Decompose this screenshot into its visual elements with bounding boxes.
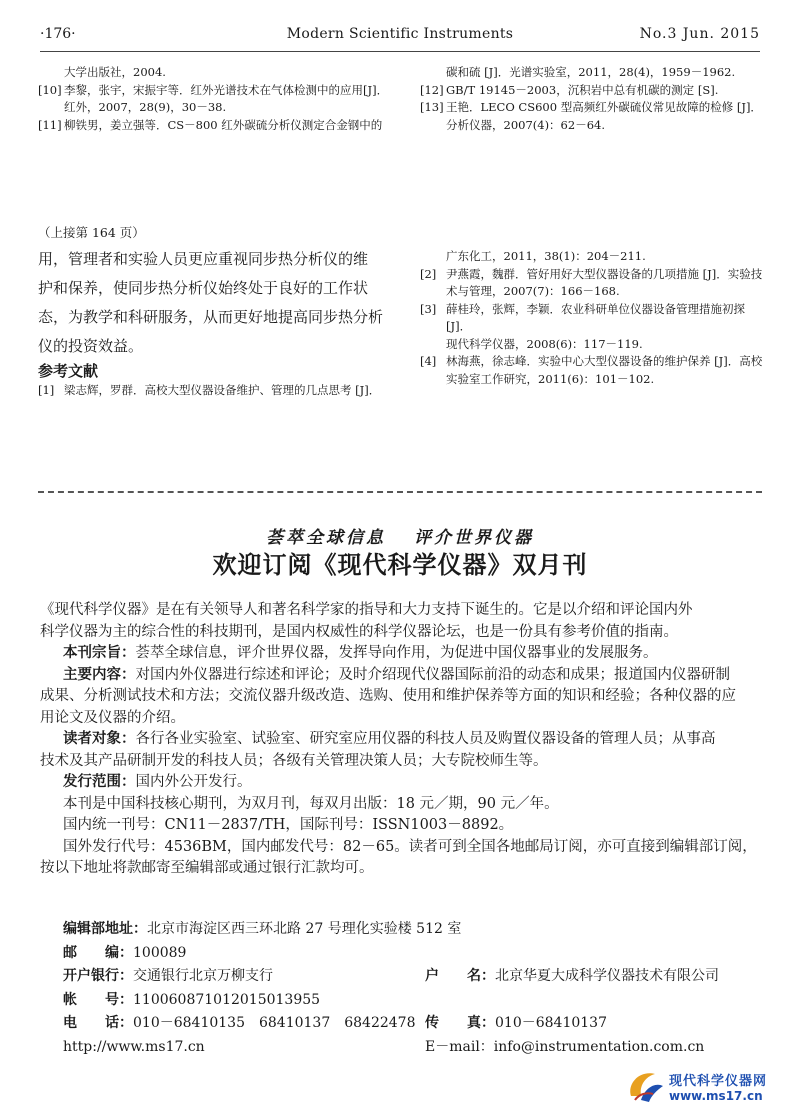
body-line: 护和保养，使同步热分析仪始终处于良好的工作状 [38, 279, 369, 297]
phone-value: 010－68410135 68410137 68422478 [133, 1015, 416, 1031]
fax-label: 传 真： [425, 1015, 495, 1031]
readers-text: 各行各业实验室、试验室、研究室应用仪器的科技人员及购置仪器设备的管理人员；从事高 [135, 731, 716, 747]
ref-entry: 大学出版社，2004. [64, 65, 166, 79]
ad-title: 欢迎订阅《现代科学仪器》双月刊 [212, 550, 588, 579]
contact-row [63, 942, 763, 966]
intro-line: 《现代科学仪器》是在有关领导人和著名科学家的指导和大力支持下诞生的。它是以介绍和评论国内外 [40, 602, 693, 618]
info-line: 国外发行代号：4536BM，国内邮发代号：82－65。读者可到全国各地邮局订阅，亦可直接到编辑部订阅， [63, 838, 757, 855]
body-line: 态，为教学和科研服务，从而更好地提高同步热分析 [38, 308, 384, 326]
scope-text: 国内外公开发行。 [135, 774, 252, 790]
bank-value: 交通银行北京万柳支行 [133, 968, 273, 984]
contact-block [63, 918, 763, 1059]
ref-entry: 术与管理，2007(7)：166－168. [446, 284, 620, 298]
account-label: 帐 号： [63, 991, 133, 1008]
ref-entry: [3] 薛桂玲，张辉，李颖．农业科研单位仪器设备管理措施初探 [J]． [420, 301, 745, 333]
dashed-separator [38, 491, 762, 493]
body-line: 用，管理者和实验人员更应重视同步热分析仪的维 [38, 250, 369, 268]
ref-entry: [11] 柳铁男，姜立强等．CS－800 红外碳硫分析仪测定合金钢中的 [38, 117, 383, 132]
content-line: 成果、分析测试技术和方法；交流仪器升级改造、选购、使用和维护保养等方面的知识和经验；各种仪器的应 [40, 688, 736, 704]
email-link[interactable]: E－mail：info@instrumentation.com.cn [425, 1038, 705, 1055]
info-line: 按以下地址将款邮寄至编辑部或通过银行汇款均可。 [40, 860, 374, 876]
contact-row [63, 1036, 763, 1060]
running-header [40, 26, 760, 48]
top-refs-left [38, 64, 398, 134]
ref-entry: 红外，2007，28(9)，30－38. [64, 100, 227, 114]
intro-line: 科学仪器为主的综合性的科技期刊，是国内权威性的科学仪器论坛，也是一份具有参考价值的指南。 [40, 623, 678, 640]
swirl-logo-icon [625, 1066, 665, 1106]
body-line: 仪的投资效益。 [38, 337, 144, 355]
ref-entry: 实验室工作研究，2011(6)：101－102. [446, 371, 655, 386]
aim-label: 本刊宗旨： [63, 645, 136, 661]
phone-label: 电 话： [63, 1015, 133, 1031]
watermark-logo [625, 1066, 785, 1110]
ad-body [40, 600, 763, 880]
ref-entry: 广东化工，2011，38(1)：204－211. [446, 249, 646, 263]
aim-text: 荟萃全球信息，评介世界仪器，发挥导向作用，为促进中国仪器事业的发展服务。 [135, 645, 658, 661]
slogan-left: 荟萃全球信息 [266, 528, 386, 548]
account-value: 110060871012015013955 [133, 991, 321, 1008]
content-label: 主要内容： [63, 666, 136, 683]
name-label: 户 名： [425, 968, 495, 984]
bank-label: 开户银行： [63, 968, 133, 984]
content-line: 用论文及仪器的介绍。 [40, 709, 185, 726]
continued-note: （上接第 164 页） [38, 225, 145, 240]
ref-entry: [13] 王艳．LECO CS600 型高频红外碳硫仪常见故障的检修 [J]． [420, 100, 762, 114]
name-value: 北京华夏大成科学仪器技术有限公司 [495, 968, 719, 984]
refs-left [38, 382, 398, 400]
address-label: 编辑部地址： [63, 921, 147, 937]
issue-info: No.3 Jun. 2015 [639, 26, 760, 42]
readers-line: 技术及其产品研制开发的科技人员；各级有关管理决策人员；大专院校师生等。 [40, 752, 548, 769]
fax-value: 010－68410137 [495, 1015, 607, 1031]
zip-value: 100089 [133, 944, 187, 961]
address-value: 北京市海淀区西三环北路 27 号理化实验楼 512 室 [147, 921, 462, 937]
contact-row [63, 989, 763, 1013]
contact-row [63, 965, 763, 989]
ref-entry: [10] 李黎，张宇，宋振宇等．红外光谱技术在气体检测中的应用[J]． [38, 82, 389, 97]
slogan-right: 评介世界仪器 [414, 528, 534, 548]
page-number: ·176· [40, 26, 76, 42]
scope-label: 发行范围： [63, 774, 136, 790]
content-text: 对国内外仪器进行综述和评论；及时介绍现代仪器国际前沿的动态和成果；报道国内仪器研制 [135, 666, 730, 683]
refs-right [420, 248, 765, 388]
contact-row [63, 1012, 763, 1036]
ref-entry: [1] 梁志辉，罗群．高校大型仪器设备维护、管理的几点思考 [J]． [38, 383, 381, 397]
info-line: 国内统一刊号：CN11－2837/TH，国际刊号：ISSN1003－8892。 [63, 817, 514, 833]
ref-entry: 现代科学仪器，2008(6)：117－119. [446, 336, 643, 351]
website-link[interactable]: http://www.ms17.cn [63, 1038, 205, 1055]
watermark-name: 现代科学仪器网 [669, 1074, 768, 1089]
journal-name: Modern Scientific Instruments [286, 26, 514, 42]
info-line: 本刊是中国科技核心期刊，为双月刊，每双月出版：18 元／期，90 元／年。 [63, 795, 559, 812]
top-refs-right [420, 64, 765, 134]
body-paragraph [38, 245, 388, 361]
contact-row [63, 918, 763, 942]
zip-label: 邮 编： [63, 944, 133, 961]
ref-entry: [4] 林海燕，徐志峰．实验中心大型仪器设备的维护保养 [J]．高校 [420, 354, 763, 368]
references-heading: 参考文献 [38, 362, 99, 380]
readers-label: 读者对象： [63, 731, 136, 747]
ref-entry: [2] 尹燕霞，魏群．管好用好大型仪器设备的几项措施 [J]．实验技 [420, 266, 763, 281]
ref-entry: 碳和硫 [J]．光谱实验室，2011，28(4)，1959－1962. [446, 65, 736, 79]
header-rule [40, 51, 760, 52]
ref-entry: [12] GB/T 19145－2003，沉积岩中总有机碳的测定 [S]. [420, 82, 719, 97]
watermark-url: www.ms17.cn [669, 1089, 763, 1103]
ref-entry: 分析仪器，2007(4)：62－64. [446, 117, 605, 132]
